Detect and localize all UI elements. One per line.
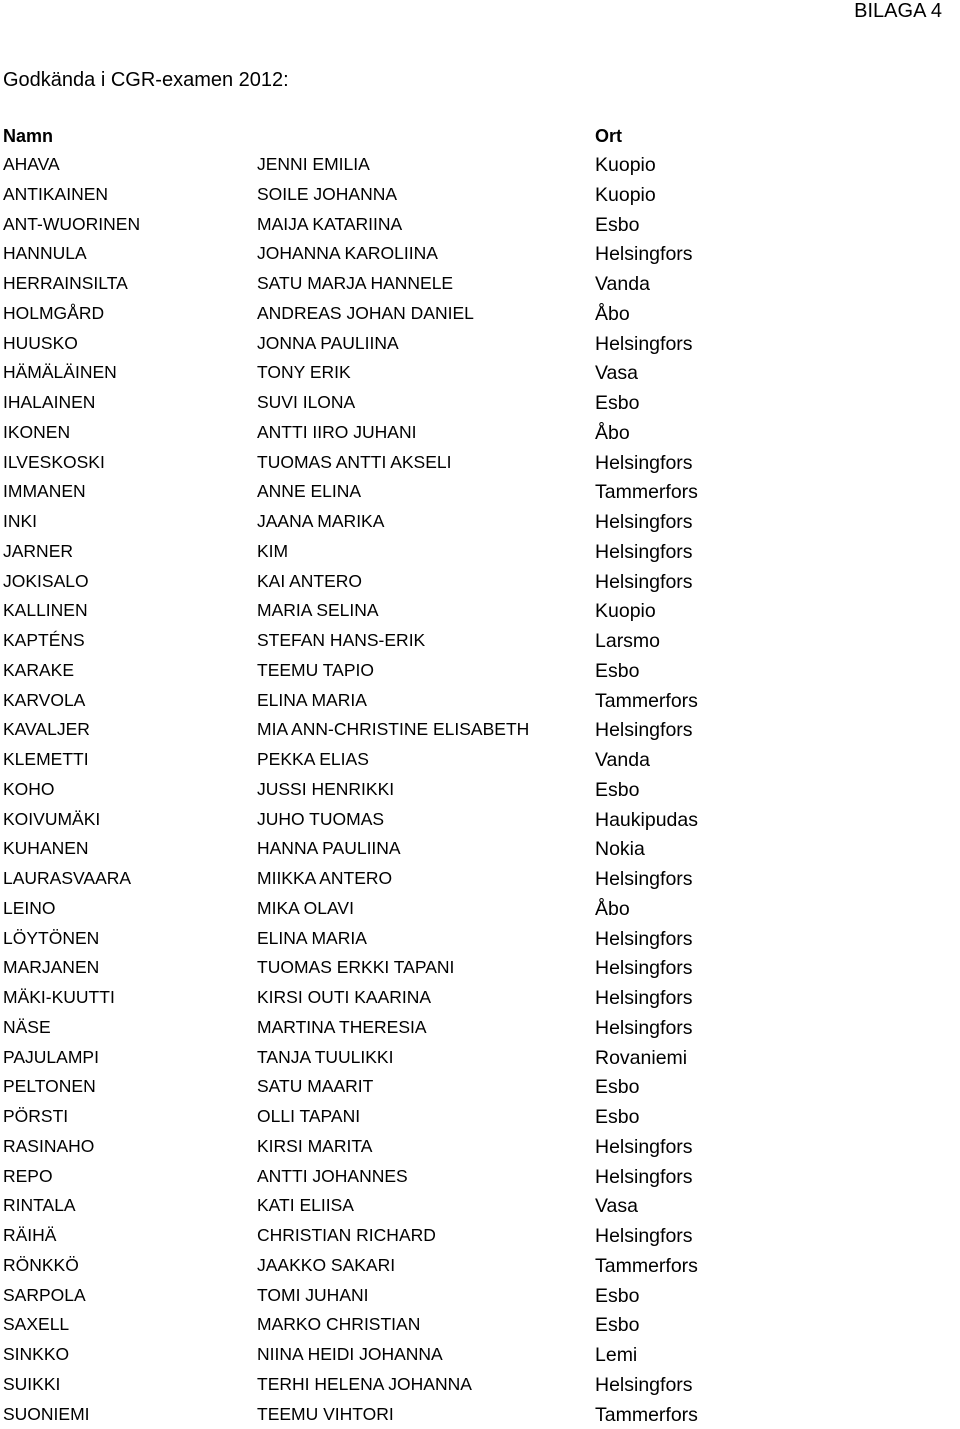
city: Kuopio [595,598,656,624]
city: Esbo [595,390,639,416]
first-names: MIA ANN-CHRISTINE ELISABETH [257,716,529,742]
first-names: MARIA SELINA [257,597,379,623]
last-name: HÄMÄLÄINEN [3,359,117,385]
table-row [0,1102,960,1132]
city: Helsingfors [595,569,693,595]
last-name: RASINAHO [3,1133,94,1159]
table-row [0,715,960,745]
first-names: TEEMU TAPIO [257,657,374,683]
table-row [0,775,960,805]
last-name: ANT-WUORINEN [3,211,140,237]
first-names: JOHANNA KAROLIINA [257,240,438,266]
table-row [0,180,960,210]
last-name: IKONEN [3,419,70,445]
last-name: PELTONEN [3,1073,96,1099]
last-name: SINKKO [3,1341,69,1367]
last-name: HOLMGÅRD [3,300,104,326]
table-row [0,537,960,567]
table-row [0,1162,960,1192]
first-names: TANJA TUULIKKI [257,1044,393,1070]
table-row [0,1132,960,1162]
last-name: KARVOLA [3,687,85,713]
table-row [0,686,960,716]
table-row [0,924,960,954]
city: Helsingfors [595,955,693,981]
last-name: RÖNKKÖ [3,1252,79,1278]
table-row [0,150,960,180]
first-names: PEKKA ELIAS [257,746,369,772]
city: Helsingfors [595,866,693,892]
last-name: LEINO [3,895,56,921]
city: Helsingfors [595,926,693,952]
first-names: ANNE ELINA [257,478,361,504]
table-row [0,1251,960,1281]
city: Vanda [595,271,650,297]
first-names: STEFAN HANS-ERIK [257,627,425,653]
city: Helsingfors [595,985,693,1011]
city: Esbo [595,212,639,238]
table-row [0,1281,960,1311]
table-row [0,834,960,864]
first-names: JENNI EMILIA [257,151,370,177]
last-name: LAURASVAARA [3,865,131,891]
last-name: SUIKKI [3,1371,60,1397]
table-row [0,567,960,597]
header-name: Namn [3,123,53,149]
last-name: HANNULA [3,240,87,266]
first-names: ELINA MARIA [257,925,367,951]
city: Vanda [595,747,650,773]
city: Tammerfors [595,479,698,505]
table-row [0,894,960,924]
table-row [0,1013,960,1043]
table-row [0,805,960,835]
first-names: JONNA PAULIINA [257,330,399,356]
first-names: KAI ANTERO [257,568,362,594]
last-name: JOKISALO [3,568,89,594]
table-row [0,269,960,299]
city: Tammerfors [595,1253,698,1279]
first-names: JAANA MARIKA [257,508,384,534]
first-names: MIKA OLAVI [257,895,354,921]
last-name: KARAKE [3,657,74,683]
first-names: JAAKKO SAKARI [257,1252,395,1278]
first-names: HANNA PAULIINA [257,835,401,861]
first-names: ANTTI JOHANNES [257,1163,408,1189]
first-names: JUSSI HENRIKKI [257,776,394,802]
city: Helsingfors [595,1372,693,1398]
last-name: ANTIKAINEN [3,181,108,207]
first-names: OLLI TAPANI [257,1103,360,1129]
table-row [0,477,960,507]
last-name: KAVALJER [3,716,90,742]
first-names: MAIJA KATARIINA [257,211,402,237]
city: Esbo [595,1312,639,1338]
city: Helsingfors [595,1223,693,1249]
city: Lemi [595,1342,637,1368]
last-name: KALLINEN [3,597,88,623]
city: Helsingfors [595,1015,693,1041]
first-names: KIM [257,538,288,564]
table-row [0,418,960,448]
table-row [0,210,960,240]
first-names: JUHO TUOMAS [257,806,384,832]
first-names: SUVI ILONA [257,389,355,415]
first-names: NIINA HEIDI JOHANNA [257,1341,443,1367]
last-name: SARPOLA [3,1282,86,1308]
table-header [0,123,960,149]
first-names: TUOMAS ERKKI TAPANI [257,954,454,980]
city: Tammerfors [595,1402,698,1428]
last-name: LÖYTÖNEN [3,925,99,951]
table-row [0,745,960,775]
city: Helsingfors [595,241,693,267]
city: Esbo [595,777,639,803]
table-row [0,358,960,388]
last-name: PAJULAMPI [3,1044,99,1070]
last-name: SAXELL [3,1311,69,1337]
first-names: ELINA MARIA [257,687,367,713]
table-row [0,329,960,359]
city: Nokia [595,836,645,862]
last-name: HERRAINSILTA [3,270,128,296]
last-name: SUONIEMI [3,1401,90,1427]
last-name: PÖRSTI [3,1103,68,1129]
last-name: RINTALA [3,1192,76,1218]
last-name: KUHANEN [3,835,89,861]
last-name: JARNER [3,538,73,564]
city: Kuopio [595,152,656,178]
city: Larsmo [595,628,660,654]
last-name: KOHO [3,776,55,802]
first-names: KATI ELIISA [257,1192,354,1218]
first-names: SATU MAARIT [257,1073,373,1099]
table-row [0,1221,960,1251]
city: Vasa [595,360,638,386]
table-row [0,1340,960,1370]
last-name: RÄIHÄ [3,1222,56,1248]
city: Helsingfors [595,450,693,476]
first-names: MIIKKA ANTERO [257,865,392,891]
first-names: ANTTI IIRO JUHANI [257,419,416,445]
city: Helsingfors [595,331,693,357]
last-name: AHAVA [3,151,60,177]
city: Haukipudas [595,807,698,833]
last-name: NÄSE [3,1014,51,1040]
city: Åbo [595,301,630,327]
first-names: ANDREAS JOHAN DANIEL [257,300,474,326]
first-names: TUOMAS ANTTI AKSELI [257,449,452,475]
first-names: TERHI HELENA JOHANNA [257,1371,472,1397]
last-name: MARJANEN [3,954,99,980]
table-row [0,239,960,269]
city: Esbo [595,658,639,684]
table-row [0,983,960,1013]
name-list [0,150,960,1429]
city: Esbo [595,1074,639,1100]
table-row [0,1310,960,1340]
table-row [0,656,960,686]
city: Åbo [595,896,630,922]
document-title: Godkända i CGR-examen 2012: [3,68,289,92]
city: Helsingfors [595,509,693,535]
last-name: MÄKI-KUUTTI [3,984,115,1010]
city: Helsingfors [595,1164,693,1190]
last-name: IHALAINEN [3,389,95,415]
first-names: TOMI JUHANI [257,1282,369,1308]
table-row [0,1043,960,1073]
header-city: Ort [595,123,622,149]
first-names: SOILE JOHANNA [257,181,397,207]
last-name: REPO [3,1163,53,1189]
first-names: KIRSI MARITA [257,1133,372,1159]
first-names: SATU MARJA HANNELE [257,270,453,296]
first-names: MARTINA THERESIA [257,1014,427,1040]
city: Helsingfors [595,717,693,743]
page-label: BILAGA 4 [854,0,942,22]
table-row [0,596,960,626]
first-names: TEEMU VIHTORI [257,1401,394,1427]
city: Rovaniemi [595,1045,687,1071]
table-row [0,1370,960,1400]
table-row [0,299,960,329]
city: Vasa [595,1193,638,1219]
table-row [0,448,960,478]
table-row [0,864,960,894]
first-names: CHRISTIAN RICHARD [257,1222,436,1248]
last-name: IMMANEN [3,478,86,504]
city: Tammerfors [595,688,698,714]
last-name: KLEMETTI [3,746,89,772]
table-row [0,626,960,656]
table-row [0,1072,960,1102]
last-name: HUUSKO [3,330,78,356]
table-row [0,1191,960,1221]
last-name: KOIVUMÄKI [3,806,100,832]
table-row [0,388,960,418]
city: Kuopio [595,182,656,208]
city: Helsingfors [595,539,693,565]
last-name: INKI [3,508,37,534]
city: Åbo [595,420,630,446]
first-names: MARKO CHRISTIAN [257,1311,420,1337]
city: Esbo [595,1104,639,1130]
city: Esbo [595,1283,639,1309]
first-names: KIRSI OUTI KAARINA [257,984,431,1010]
city: Helsingfors [595,1134,693,1160]
last-name: ILVESKOSKI [3,449,105,475]
first-names: TONY ERIK [257,359,351,385]
last-name: KAPTÉNS [3,627,85,653]
table-row [0,953,960,983]
table-row [0,507,960,537]
